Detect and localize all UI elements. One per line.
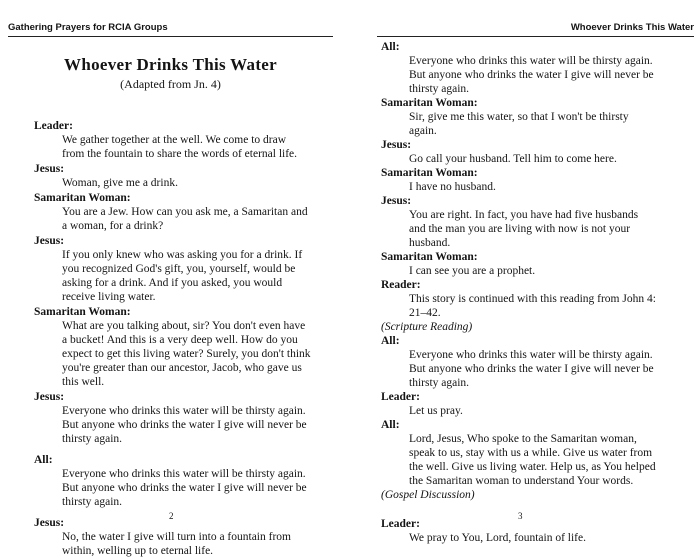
dialogue-line: We pray to You, Lord, fountain of life. — [409, 532, 586, 544]
dialogue-line: No, the water I give will turn into a fountain from — [62, 531, 291, 543]
speaker-label: All: — [381, 419, 400, 431]
dialogue-entry — [381, 138, 691, 166]
dialogue-line: again. — [409, 125, 437, 137]
dialogue-line: the Samaritan woman to understand Your words. — [409, 475, 634, 487]
running-head: Whoever Drinks This Water — [377, 22, 694, 37]
dialogue-line: thirsty again. — [62, 433, 123, 445]
speaker-label: Jesus: — [34, 517, 65, 529]
dialogue-line: and the man you are living with now is not your — [409, 223, 631, 235]
dialogue-line: receive living water. — [62, 291, 156, 303]
dialogue-line: You are right. In fact, you have had five husbands — [409, 209, 639, 221]
speaker-label: Jesus: — [34, 163, 65, 175]
dialogue-line: expect to get this living water? Surely, you don't think — [62, 348, 311, 360]
dialogue-entry — [34, 191, 332, 233]
page-subtitle: (Adapted from Jn. 4) — [120, 77, 221, 91]
dialogue-entry — [34, 453, 332, 509]
dialogue-line: I have no husband. — [409, 181, 496, 193]
dialogue-line: But anyone who drinks the water I give will never be — [409, 69, 654, 81]
dialogue-line: thirsty again. — [409, 83, 470, 95]
page-number: 3 — [518, 511, 523, 521]
dialogue-line: a bucket! And this is a very deep well. How do you — [62, 334, 298, 346]
dialogue-line: What are you talking about, sir? You don't even have — [62, 320, 306, 332]
dialogue-entry — [34, 305, 332, 389]
dialogue-line: Everyone who drinks this water will be thirsty again. — [409, 349, 653, 361]
dialogue-entry — [381, 390, 691, 418]
gospel-discussion-note: (Gospel Discussion) — [381, 489, 475, 501]
page-title: Whoever Drinks This Water — [64, 55, 277, 74]
speaker-label: Reader: — [381, 279, 421, 291]
speaker-label: Leader: — [381, 391, 420, 403]
dialogue-entry — [381, 96, 691, 138]
speaker-label: Leader: — [381, 518, 420, 530]
dialogue-line: Sir, give me this water, so that I won't be thirsty — [409, 111, 629, 123]
dialogue-line: I can see you are a prophet. — [409, 265, 536, 277]
scripture-reading-note: (Scripture Reading) — [381, 321, 473, 333]
speaker-label: Samaritan Woman: — [34, 192, 131, 204]
dialogue-line: But anyone who drinks the water I give will never be — [409, 363, 654, 375]
speaker-label: Jesus: — [34, 235, 65, 247]
dialogue-line: Go call your husband. Tell him to come here. — [409, 153, 617, 165]
dialogue-line: thirsty again. — [62, 496, 123, 508]
dialogue-line: a woman, for a drink? — [62, 220, 164, 232]
dialogue-entry — [381, 40, 691, 96]
dialogue-line: You are a Jew. How can you ask me, a Samaritan and — [62, 206, 308, 218]
dialogue-entry — [381, 517, 691, 545]
speaker-label: Samaritan Woman: — [381, 167, 478, 179]
dialogue-line: you're greater than our ancestor, Jacob, who gave us — [62, 362, 302, 374]
speaker-label: Samaritan Woman: — [381, 251, 478, 263]
dialogue-line: Let us pray. — [409, 405, 463, 417]
speaker-label: All: — [381, 41, 400, 53]
dialogue-block — [34, 119, 332, 558]
speaker-label: Jesus: — [34, 391, 65, 403]
dialogue-line: from the fountain to share the words of eternal life. — [62, 148, 298, 160]
dialogue-line: husband. — [409, 237, 451, 249]
dialogue-line: you recognized God's gift, you, yourself, would be — [62, 263, 296, 275]
dialogue-entry — [34, 162, 332, 190]
dialogue-entry — [381, 194, 691, 250]
dialogue-line: speak to us, stay with us a while. Give us water from — [409, 447, 653, 459]
dialogue-line: 21–42. — [409, 307, 441, 319]
dialogue-entry — [381, 250, 691, 278]
dialogue-line: within, welling up to eternal life. — [62, 545, 214, 557]
dialogue-block — [381, 40, 691, 545]
speaker-label: All: — [381, 335, 400, 347]
running-head: Gathering Prayers for RCIA Groups — [8, 22, 333, 37]
right-page — [355, 0, 700, 544]
dialogue-line: Everyone who drinks this water will be thirsty again. — [62, 405, 306, 417]
dialogue-line: Everyone who drinks this water will be thirsty again. — [62, 468, 306, 480]
speaker-label: All: — [34, 454, 53, 466]
dialogue-entry — [34, 390, 332, 446]
dialogue-entry — [381, 278, 691, 320]
dialogue-entry — [34, 119, 332, 161]
dialogue-line: Lord, Jesus, Who spoke to the Samaritan woman, — [409, 433, 637, 445]
dialogue-line: We gather together at the well. We come to draw — [62, 134, 287, 146]
dialogue-entry — [381, 418, 691, 488]
dialogue-entry — [34, 234, 332, 304]
dialogue-line: This story is continued with this reading from John 4: — [409, 293, 656, 305]
dialogue-line: this well. — [62, 376, 105, 388]
speaker-label: Samaritan Woman: — [381, 97, 478, 109]
dialogue-line: thirsty again. — [409, 377, 470, 389]
speaker-label: Jesus: — [381, 195, 412, 207]
dialogue-line: But anyone who drinks the water I give will never be — [62, 482, 307, 494]
speaker-label: Jesus: — [381, 139, 412, 151]
dialogue-line: But anyone who drinks the water I give will never be — [62, 419, 307, 431]
left-page — [0, 0, 345, 557]
speaker-label: Samaritan Woman: — [34, 306, 131, 318]
dialogue-entry — [34, 516, 332, 558]
dialogue-line: Woman, give me a drink. — [62, 177, 178, 189]
dialogue-entry — [381, 334, 691, 390]
dialogue-line: If you only knew who was asking you for a drink. If — [62, 249, 303, 261]
dialogue-line: asking for a drink. And if you asked, you would — [62, 277, 283, 289]
speaker-label: Leader: — [34, 120, 73, 132]
dialogue-entry — [381, 166, 691, 194]
page-number: 2 — [169, 511, 174, 521]
dialogue-line: Everyone who drinks this water will be thirsty again. — [409, 55, 653, 67]
dialogue-line: the well. Give us living water. Help us, as You helped — [409, 461, 656, 473]
